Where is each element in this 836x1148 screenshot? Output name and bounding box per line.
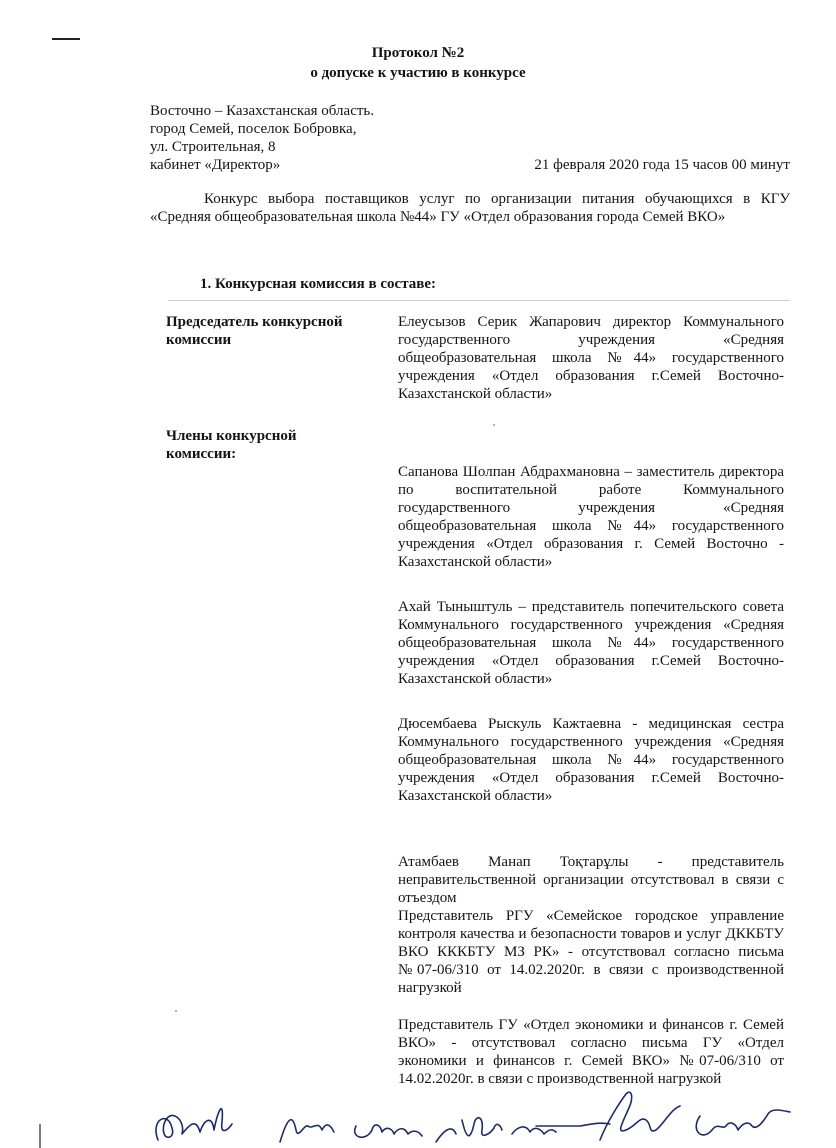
- signature-4: [436, 1118, 502, 1142]
- address-block: [150, 102, 790, 174]
- member-entry-5: [398, 907, 784, 997]
- member-text: Атамбаев Манап Тоқтарұлы - представитель неправительственной организации отсутствовал в связи с отъездом: [398, 854, 784, 906]
- member-text: Сапанова Шолпан Абдрахмановна – заместитель директора по воспитательной работе Коммунального государственного учреждения «Средняя общеобразовательная школа №44» государственного учреждения «Отдел образования г. Семей Восточно - Казахстанской области»: [398, 464, 784, 570]
- chair-role-label: Председатель конкурсной комиссии: [166, 314, 343, 348]
- protocol-title: Протокол №2: [371, 45, 465, 61]
- scan-speck: [175, 1010, 177, 1012]
- signatures-row: [0, 1080, 836, 1148]
- member-text: Дюсембаева Рыскуль Кажтаевна - медицинская сестра Коммунального государственного учреждения «Средняя общеобразовательная школа №44» государственного учреждения «Отдел образования г.Семей Восточно-Казахстанской области»: [398, 716, 784, 804]
- signature-3: [355, 1125, 422, 1137]
- scan-speck: [493, 424, 495, 426]
- signature-2: [280, 1120, 334, 1142]
- address-line-2: город Семей, поселок Бобровка,: [150, 121, 357, 137]
- signature-1: [156, 1109, 232, 1140]
- member-text: Ахай Тыныштуль – представитель попечительского совета Коммунального государственного учреждения «Средняя общеобразовательная школа №44» государственного учреждения «Отдел образования г.Семей Восточно-Казахстанской области»: [398, 599, 784, 687]
- protocol-subtitle: о допуске к участию в конкурсе: [310, 65, 526, 81]
- table-divider: [168, 300, 790, 301]
- member-entry-3: [398, 715, 784, 805]
- meeting-datetime: 21 февраля 2020 года 15 часов 00 минут: [534, 157, 790, 173]
- signature-5: [512, 1123, 610, 1134]
- member-entry-4: [398, 853, 784, 907]
- intro-text: Конкурс выбора поставщиков услуг по организации питания обучающихся в КГУ «Средняя общеобразовательная школа №44» ГУ «Отдел образования города Семей ВКО»: [150, 191, 790, 225]
- chair-text: Елеусызов Серик Жапарович директор Коммунального государственного учреждения «Средняя общеобразовательная школа №44» государственного учреждения «Отдел образования г.Семей Восточно-Казахстанской области»: [398, 314, 784, 402]
- section-heading-1: 1. Конкурсная комиссия в составе:: [200, 276, 437, 292]
- member-entry-2: [398, 598, 784, 688]
- chair-entry: [398, 313, 784, 403]
- members-role-label: Члены конкурсной комиссии:: [166, 428, 297, 462]
- address-line-1: Восточно – Казахстанская область.: [150, 103, 375, 119]
- member-entry-6: [398, 1016, 784, 1088]
- document-title: [0, 44, 836, 84]
- signature-7: [696, 1110, 790, 1135]
- address-line-3: ул. Строительная, 8: [150, 139, 276, 155]
- corner-mark: [52, 38, 80, 40]
- member-text: Представитель ГУ «Отдел экономики и финансов г. Семей ВКО» - отсутствовал согласно письма ГУ «Отдел экономики и финансов г. Семей ВКО» №07-06/310 от 14.02.2020г. в связи с производственной нагрузкой: [398, 1017, 784, 1087]
- signature-6: [600, 1092, 680, 1140]
- intro-paragraph: [150, 190, 790, 226]
- member-entry-1: [398, 463, 784, 571]
- room-name: кабинет «Директор»: [150, 157, 281, 173]
- member-text: Представитель РГУ «Семейское городское управление контроля качества и безопасности товаров и услуг ДККБТУ ВКО КККБТУ МЗ РК» - отсутствовал согласно письма №07-06/310 от 14.02.2020г. в связи с производственной нагрузкой: [398, 908, 784, 996]
- address-line-4: [150, 156, 790, 174]
